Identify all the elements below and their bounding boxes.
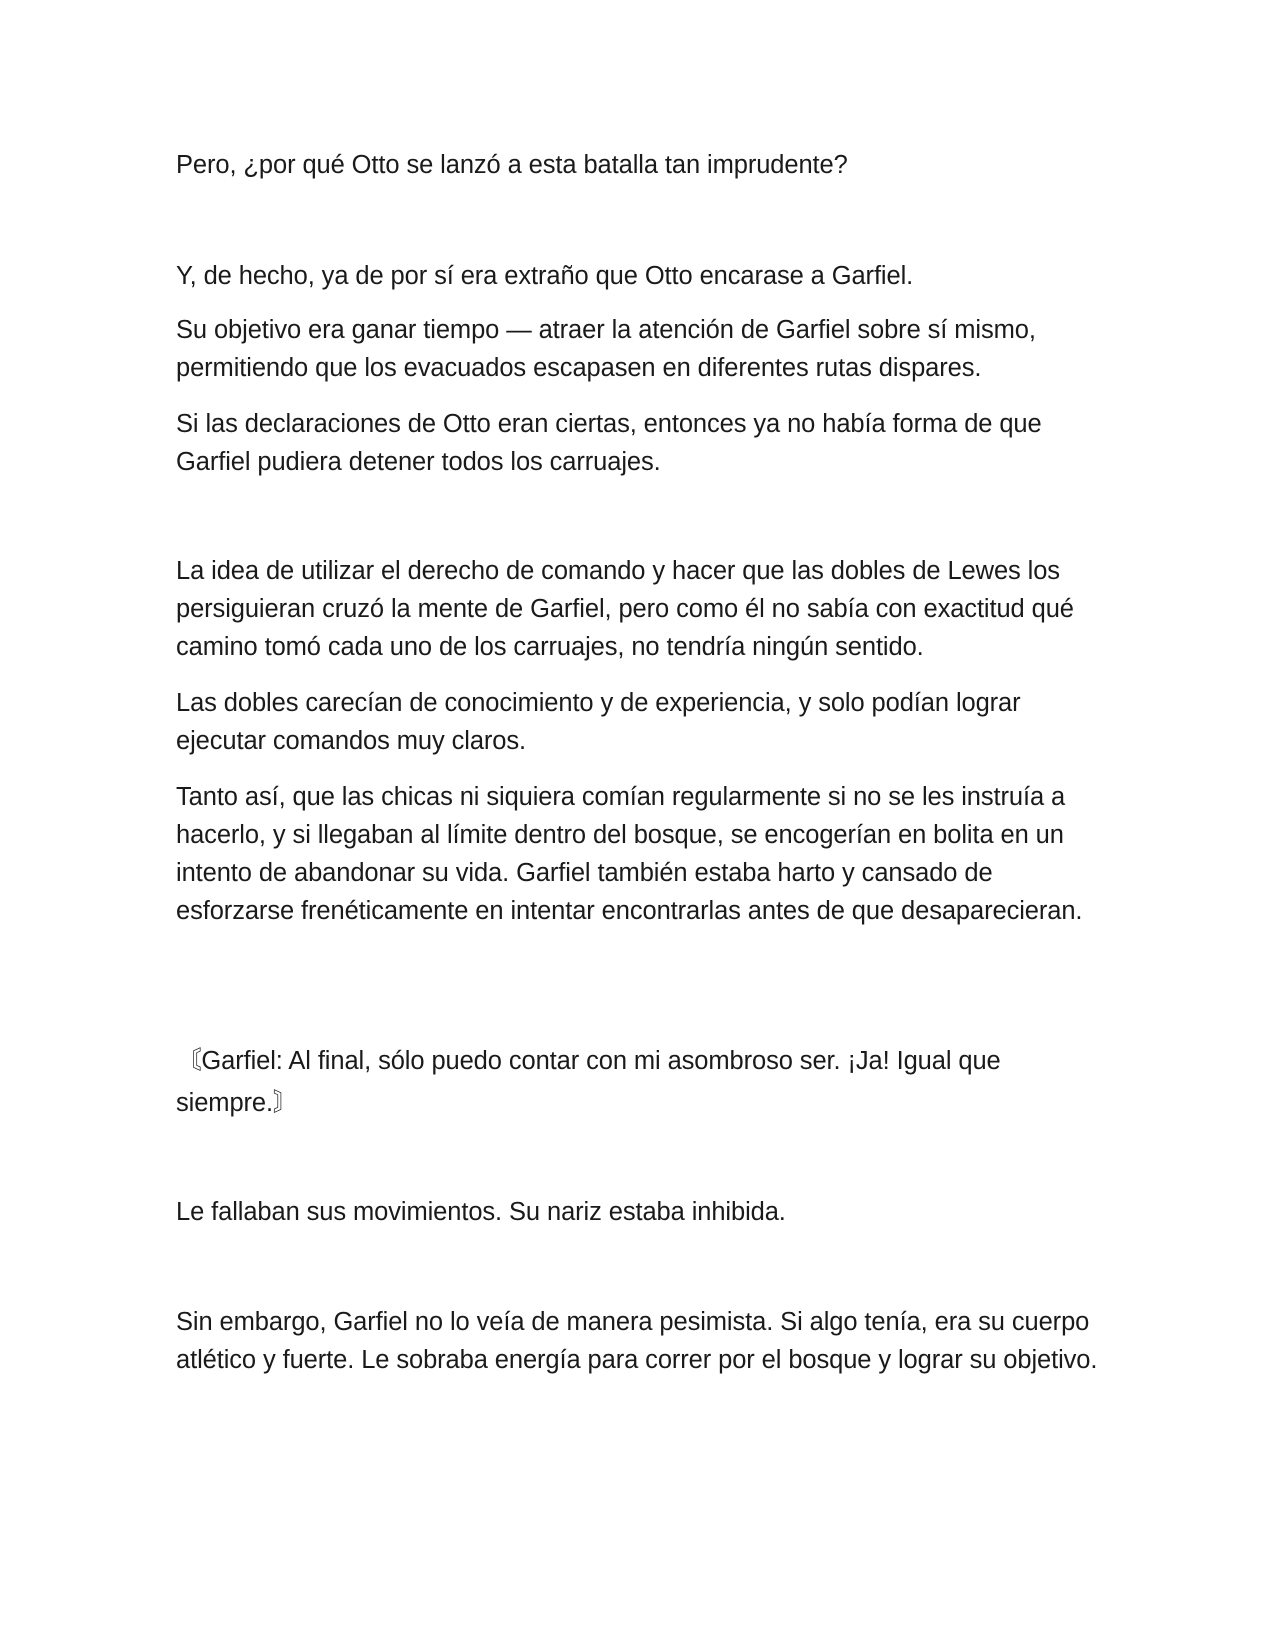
paragraph-1: Pero, ¿por qué Otto se lanzó a esta batalla tan imprudente? [176, 151, 848, 179]
paragraph-7: Tanto así, que las chicas ni siquiera comían regularmente si no se les instruía a hacerlo, y si llegaban al límite dentro del bosque, se encogerían en bolita en un intento de abandonar su vida. Garfiel también estaba harto y cansado de esforzarse frenéticamente en intentar encontrarlas antes de que desaparecieran. [176, 783, 1083, 925]
paragraph-6: Las dobles carecían de conocimiento y de experiencia, y solo podían lograr ejecutar comandos muy claros. [176, 689, 1021, 755]
paragraph-4: Si las declaraciones de Otto eran ciertas, entonces ya no había forma de que Garfiel pudiera detener todos los carruajes. [176, 410, 1042, 476]
dialogue-line: 〘Garfiel: Al final, sólo puedo contar con mi asombroso ser. ¡Ja! Igual que siempre.〙 [176, 1047, 1001, 1117]
paragraph-2: Y, de hecho, ya de por sí era extraño que Otto encarase a Garfiel. [176, 262, 914, 290]
paragraph-10: Sin embargo, Garfiel no lo veía de manera pesimista. Si algo tenía, era su cuerpo atlético y fuerte. Le sobraba energía para correr por el bosque y lograr su objetivo. [176, 1308, 1098, 1374]
paragraph-9: Le fallaban sus movimientos. Su nariz estaba inhibida. [176, 1198, 786, 1226]
paragraph-5: La idea de utilizar el derecho de comando y hacer que las dobles de Lewes los persiguieran cruzó la mente de Garfiel, pero como él no sabía con exactitud qué camino tomó cada uno de los carruajes, no tendría ningún sentido. [176, 557, 1074, 661]
paragraph-3: Su objetivo era ganar tiempo — atraer la atención de Garfiel sobre sí mismo, permitiendo que los evacuados escapasen en diferentes rutas dispares. [176, 316, 1036, 382]
